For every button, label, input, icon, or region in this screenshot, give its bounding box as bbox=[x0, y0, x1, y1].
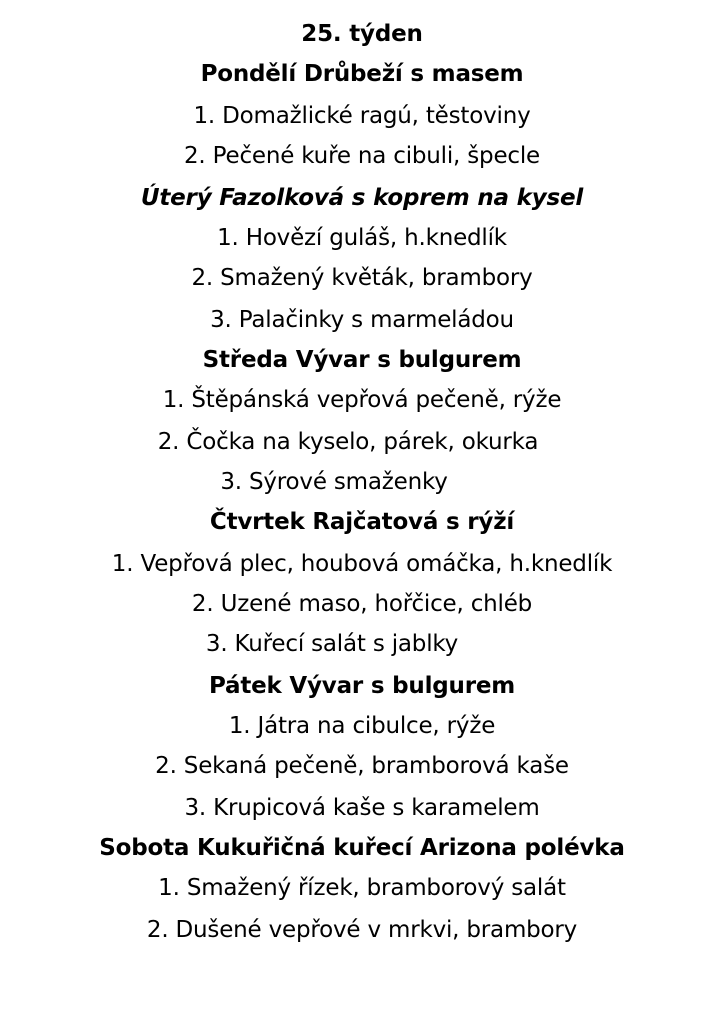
menu-item: 1. Játra na cibulce, rýže bbox=[228, 713, 496, 739]
menu-item: 1. Vepřová plec, houbová omáčka, h.knedlík bbox=[111, 551, 613, 577]
menu-item: 1. Smažený řízek, bramborový salát bbox=[158, 875, 566, 901]
menu-item: 3. Sýrové smaženky bbox=[220, 469, 448, 495]
menu-item: 2. Čočka na kyselo, párek, okurka bbox=[157, 429, 539, 455]
menu-item: 3. Krupicová kaše s karamelem bbox=[184, 795, 540, 821]
day-heading-monday: Pondělí Drůbeží s masem bbox=[200, 61, 524, 87]
menu-item: 1. Štěpánská vepřová pečeně, rýže bbox=[162, 387, 562, 413]
menu-item: 2. Pečené kuře na cibuli, špecle bbox=[183, 143, 540, 169]
menu-item: 2. Sekaná pečeně, bramborová kaše bbox=[155, 753, 569, 779]
menu-item: 2. Uzené maso, hořčice, chléb bbox=[191, 591, 533, 617]
day-heading-saturday: Sobota Kukuřičná kuřecí Arizona polévka bbox=[99, 835, 625, 861]
day-heading-friday: Pátek Vývar s bulgurem bbox=[208, 673, 516, 699]
day-heading-wednesday: Středa Vývar s bulgurem bbox=[202, 347, 522, 373]
menu-item: 1. Domažlické ragú, těstoviny bbox=[193, 103, 531, 129]
menu-item: 2. Dušené vepřové v mrkvi, brambory bbox=[146, 917, 578, 943]
day-heading-tuesday: Úterý Fazolková s koprem na kysel bbox=[140, 185, 584, 211]
menu-item: 1. Hovězí guláš, h.knedlík bbox=[217, 225, 507, 251]
day-heading-thursday: Čtvrtek Rajčatová s rýží bbox=[209, 509, 515, 535]
week-title: 25. týden bbox=[301, 21, 423, 47]
menu-item: 2. Smažený květák, brambory bbox=[191, 265, 533, 291]
menu-item: 3. Palačinky s marmeládou bbox=[210, 307, 514, 333]
menu-item: 3. Kuřecí salát s jablky bbox=[205, 631, 459, 657]
